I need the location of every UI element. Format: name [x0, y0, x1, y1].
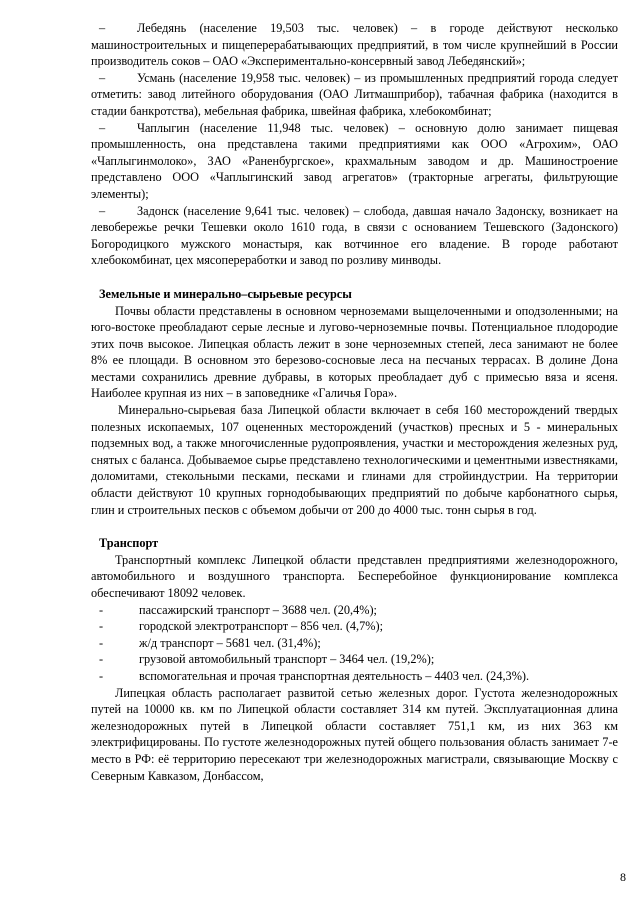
- paragraph-lebedyan: [91, 20, 618, 70]
- list-item: [91, 618, 618, 635]
- paragraph-text: Задонск (население 9,641 тыс. человек) – слобода, давшая начало Задонску, возникает на левобережье речки Тешевки около 1610 года, в связи с основанием Тешевского (Задонского) Богородицкого мужского монастыря, как вотчинное его владение. В городе работают хлебокомбинат, цех мясопереработки и завод по розливу минводы.: [91, 203, 618, 268]
- paragraph-usman: [91, 70, 618, 120]
- section-heading-land-resources: Земельные и минерально–сырьевые ресурсы: [99, 286, 352, 301]
- paragraph-zadonsk: [91, 203, 618, 269]
- paragraph-chaplygin: [91, 120, 618, 203]
- paragraph-mineral-base: Минерально-сырьевая база Липецкой области включает в себя 160 месторождений твердых полезных ископаемых, 107 оцененных месторождений (участков) пресных и 5 - минеральных подземных вод, а также многочисленные рудопроявления, участки и месторождения железных руд, снятых с баланса. Добываемое сырье представлено технологическими и цементными известняками, доломитами, стекольными песками, песками и глинами для стройиндустрии. На территории области действуют 10 крупных горнодобывающих предприятий по добыче карбонатного сырья, глин и строительных песков с объемом добычи от 200 до 4000 тыс. тонн сырья в год.: [91, 403, 618, 517]
- document-page: [91, 20, 618, 784]
- dash-marker: –: [99, 120, 106, 135]
- paragraph-transport-intro: Транспортный комплекс Липецкой области представлен предприятиями железнодорожного, автомобильного и воздушного транспорта. Бесперебойное функционирование комплекса обеспечивают 18092 человек.: [91, 552, 618, 600]
- paragraph-soils: Почвы области представлены в основном черноземами выщелоченными и оподзоленными; на юго-востоке преобладают серые лесные и лугово-черноземные почвы. Потенциальное плодородие этих почв высокое. Липецкая область лежит в зоне черноземных степей, леса занимают не более 8% ее площади. В основном это березово-сосновые леса на песчаных террасах. В долине Дона местами сохранились древние дубравы, в которых преобладает дуб с примесью вяза и ясеня. Наиболее крупная из них – в заповеднике «Галичья Гора».: [91, 303, 618, 401]
- list-item-text: ж/д транспорт – 5681 чел. (31,4%);: [139, 635, 321, 650]
- list-item-text: городской электротранспорт – 856 чел. (4,7%);: [139, 619, 384, 634]
- list-bullet: -: [99, 635, 104, 650]
- dash-marker: –: [99, 21, 106, 35]
- transport-staff-list: [91, 602, 618, 685]
- list-item-text: грузовой автомобильный транспорт – 3464 чел. (19,2%);: [139, 652, 435, 667]
- list-item-text: вспомогательная и прочая транспортная деятельность – 4403 чел. (24,3%).: [139, 668, 530, 683]
- list-bullet: -: [99, 602, 104, 617]
- list-item: [91, 668, 618, 685]
- list-item: [91, 635, 618, 652]
- section-heading-transport: Транспорт: [99, 536, 159, 551]
- list-item-text: пассажирский транспорт – 3688 чел. (20,4%);: [139, 602, 377, 617]
- paragraph-text: Усмань (население 19,958 тыс. человек) – из промышленных предприятий города следует отметить: завод литейного оборудования (ОАО Литмашприбор), табачная фабрика (находится в стадии банкротства), мебельная фабрика, швейная фабрика, хлебокомбинат;: [91, 70, 618, 118]
- page-number: 8: [620, 870, 626, 884]
- paragraph-text: Чаплыгин (население 11,948 тыс. человек) – основную долю занимает пищевая промышленность, она представлена такими предприятиями как ООО «Агрохим», ОАО «Чаплыгинмолоко», ЗАО «Раненбургское», крахмальным заводом и др. Машиностроение представлено ООО «Чаплыгинский завод агрегатов» (тракторные агрегаты, фильтрующие элементы);: [91, 120, 618, 201]
- dash-marker: –: [99, 203, 106, 218]
- list-bullet: -: [99, 619, 104, 634]
- list-item: [91, 602, 618, 619]
- list-bullet: -: [99, 652, 104, 667]
- paragraph-text: Лебедянь (население 19,503 тыс. человек) – в городе действуют несколько машиностроительных и пищеперерабатывающих предприятий, в том числе крупнейший в России производитель соков – ОАО «Экспериментально-консервный завод Лебедянский»;: [91, 21, 618, 69]
- list-bullet: -: [99, 668, 104, 683]
- list-item: [91, 651, 618, 668]
- paragraph-railways: Липецкая область располагает развитой сетью железных дорог. Густота железнодорожных путей на 10000 кв. км по Липецкой области составляет 314 км путей. Эксплуатационная длина железнодорожных путей в Липецкой области составляет 751,1 км, из них 363 км электрифицированы. По густоте железнодорожных путей общего пользования область занимает 7-е место в РФ: её территорию пересекают три железнодорожных магистрали, связывающие Москву с Северным Кавказом, Донбассом,: [91, 685, 618, 783]
- dash-marker: –: [99, 70, 106, 85]
